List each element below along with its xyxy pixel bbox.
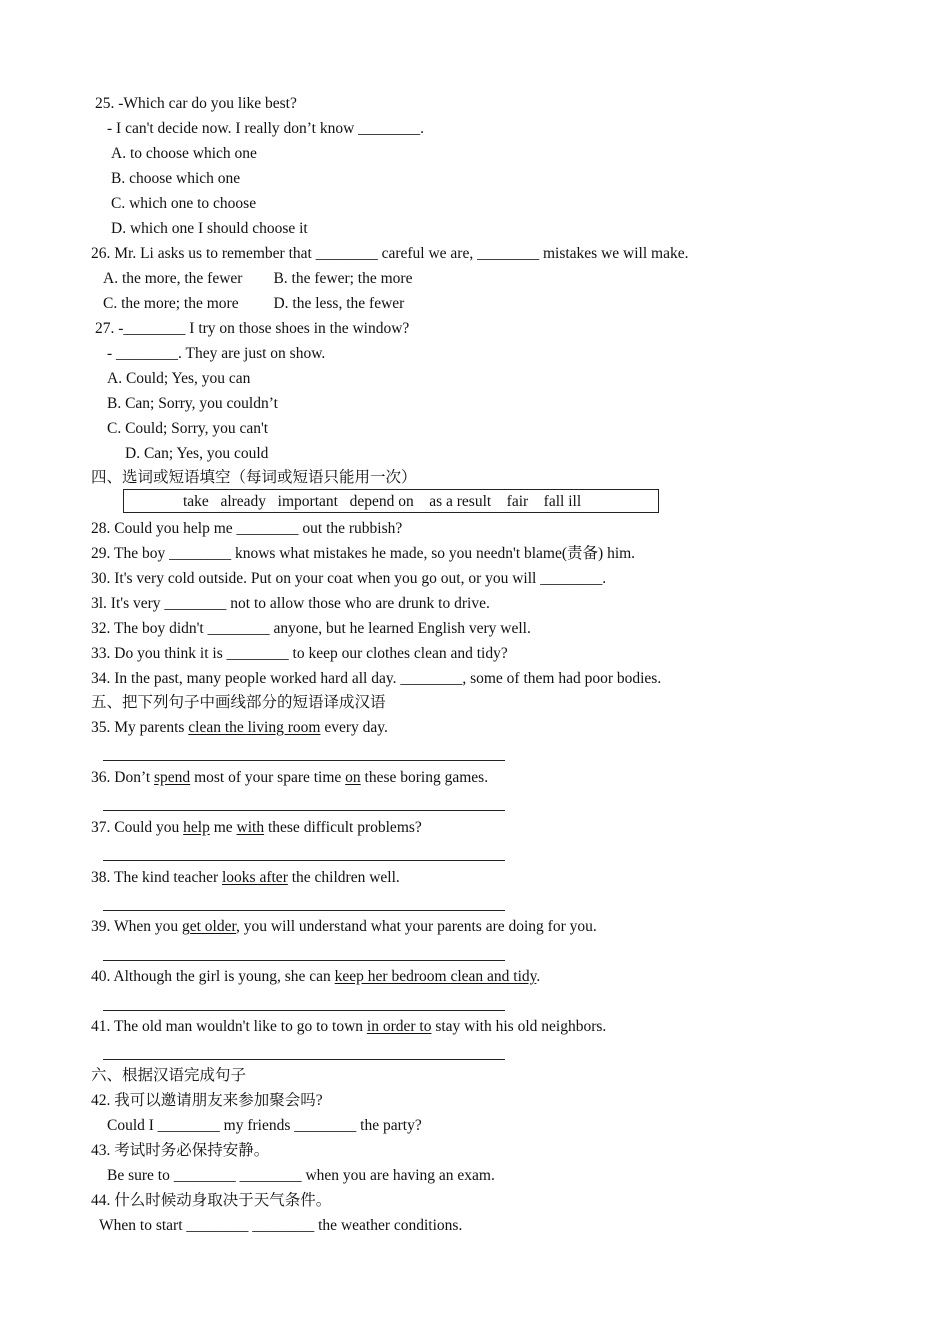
q27-question: 27. -________ I try on those shoes in the window? xyxy=(95,320,410,337)
q41: 41. The old man wouldn't like to go to town in order to stay with his old neighbors. xyxy=(91,1018,607,1035)
q25-option-c: C. which one to choose xyxy=(111,195,257,212)
q35-underlined-phrase: clean the living room xyxy=(188,719,321,736)
q27-option-c: C. Could; Sorry, you can't xyxy=(107,420,269,437)
q40-answer-line xyxy=(103,1010,505,1011)
section6-heading: 六、根据汉语完成句子 xyxy=(91,1067,247,1084)
q36: 36. Don’t spend most of your spare time on these boring games. xyxy=(91,769,489,786)
q41-answer-line xyxy=(103,1059,505,1060)
q26-options-row2: C. the more; the more D. the less, the fewer xyxy=(103,295,405,312)
q25-reply: - I can't decide now. I really don’t know ________. xyxy=(107,120,425,137)
q40: 40. Although the girl is young, she can keep her bedroom clean and tidy. xyxy=(91,968,541,985)
q26-question: 26. Mr. Li asks us to remember that ________ careful we are, ________ mistakes we will make. xyxy=(91,245,689,262)
q25-option-d: D. which one I should choose it xyxy=(111,220,308,237)
q41-underlined-phrase: in order to xyxy=(366,1018,432,1035)
q42-english: Could I ________ my friends ________ the party? xyxy=(107,1117,422,1134)
q37-underlined-phrase-2: with xyxy=(236,819,265,836)
q37: 37. Could you help me with these difficult problems? xyxy=(91,819,422,836)
q40-underlined-phrase: keep her bedroom clean and tidy xyxy=(334,968,537,985)
q39-answer-line xyxy=(103,960,505,961)
q25-option-b: B. choose which one xyxy=(111,170,241,187)
q35: 35. My parents clean the living room every day. xyxy=(91,719,388,736)
q39: 39. When you get older, you will understand what your parents are doing for you. xyxy=(91,918,597,935)
q36-answer-line xyxy=(103,810,505,811)
q29: 29. The boy ________ knows what mistakes he made, so you needn't blame(责备) him. xyxy=(91,545,636,562)
q44-chinese: 44. 什么时候动身取决于天气条件。 xyxy=(91,1192,332,1209)
q35-answer-line xyxy=(103,760,505,761)
q38-underlined-phrase: looks after xyxy=(222,869,288,886)
q25-question: 25. -Which car do you like best? xyxy=(95,95,297,112)
word-bank: take already important depend on as a result fair fall ill xyxy=(183,493,582,510)
section4-heading: 四、选词或短语填空（每词或短语只能用一次） xyxy=(91,469,417,486)
q38-answer-line xyxy=(103,910,505,911)
q27-option-b: B. Can; Sorry, you couldn’t xyxy=(107,395,278,412)
q31: 3l. It's very ________ not to allow those who are drunk to drive. xyxy=(91,595,490,612)
q36-underlined-phrase-1: spend xyxy=(154,769,191,786)
q27-option-d: D. Can; Yes, you could xyxy=(125,445,269,462)
q34: 34. In the past, many people worked hard all day. ________, some of them had poor bodies. xyxy=(91,670,662,687)
q38: 38. The kind teacher looks after the children well. xyxy=(91,869,400,886)
q32: 32. The boy didn't ________ anyone, but he learned English very well. xyxy=(91,620,531,637)
section5-heading: 五、把下列句子中画线部分的短语译成汉语 xyxy=(91,694,386,711)
q42-chinese: 42. 我可以邀请朋友来参加聚会吗? xyxy=(91,1092,323,1109)
q33: 33. Do you think it is ________ to keep our clothes clean and tidy? xyxy=(91,645,508,662)
q44-english: When to start ________ ________ the weather conditions. xyxy=(99,1217,463,1234)
q43-english: Be sure to ________ ________ when you are having an exam. xyxy=(107,1167,495,1184)
q28: 28. Could you help me ________ out the rubbish? xyxy=(91,520,403,537)
q30: 30. It's very cold outside. Put on your coat when you go out, or you will ________. xyxy=(91,570,607,587)
q27-option-a: A. Could; Yes, you can xyxy=(107,370,251,387)
q43-chinese: 43. 考试时务必保持安静。 xyxy=(91,1142,270,1159)
q26-options-row1: A. the more, the fewer B. the fewer; the more xyxy=(103,270,413,287)
q37-answer-line xyxy=(103,860,505,861)
q36-underlined-phrase-2: on xyxy=(345,769,361,786)
q37-underlined-phrase-1: help xyxy=(183,819,210,836)
q25-option-a: A. to choose which one xyxy=(111,145,257,162)
word-bank-box xyxy=(123,489,659,513)
q27-reply: - ________. They are just on show. xyxy=(107,345,326,362)
q39-underlined-phrase: get older xyxy=(181,918,237,935)
